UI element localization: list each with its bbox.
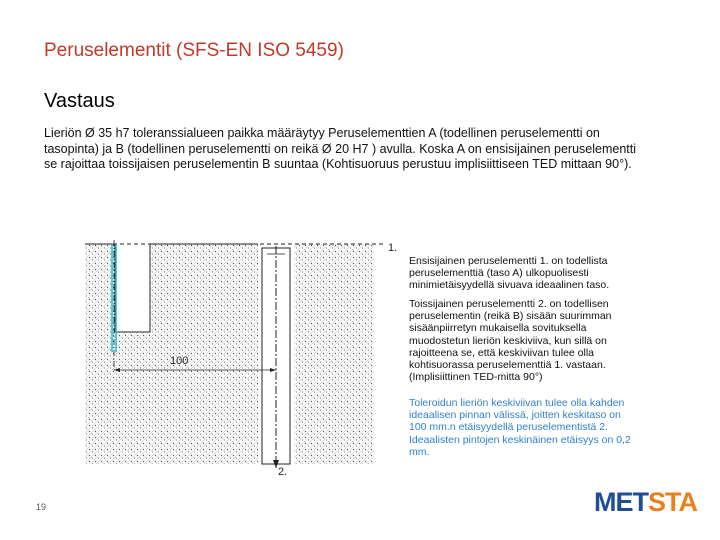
logo-part-2: STA: [648, 487, 697, 517]
slide-title: Peruselementit (SFS-EN ISO 5459): [44, 40, 344, 61]
callout-primary-datum: Ensisijainen peruselementti 1. on todellista peruselementtiä (taso A) ulkopuolisesti minimietäisyydellä sivuava ideaalinen taso.: [409, 255, 610, 292]
datum-diagram: [70, 232, 410, 477]
step-cutout: [116, 244, 149, 331]
part-lower: [85, 332, 258, 464]
logo-part-1: MET: [594, 487, 648, 517]
metsta-logo: [594, 487, 697, 518]
callout-secondary-datum: Toissijainen peruselementti 2. on todellisen peruselementin (reikä B) sisään suurimman sisäänpiirretyn mukaisella sovituksella muodostetun lieriön keskiviiva, kun sillä on rajoitteena se, että keskiviivan tulee olla kohtisuorassa peruselementtiä 1. vastaan. (Implisiittinen TED-mitta 90°): [409, 298, 612, 384]
answer-paragraph: Lieriön Ø 35 h7 toleranssialueen paikka määräytyy Peruselementtien A (todellinen peruselementti on tasopinta) ja B (todellinen peruselementti on reikä Ø 20 H7 ) avulla. Koska A on ensisijainen peruselementti se rajoittaa toissijaisen peruselementin B suuntaa (Kohtisuoruus perustuu implisiittiseen TED mittaan 90°).: [44, 126, 637, 171]
datum-label-2: 2.: [278, 466, 288, 477]
part-right: [294, 244, 374, 464]
slide-heading: Vastaus: [44, 90, 115, 112]
part-right-of-step: [150, 244, 258, 334]
datum-label-1: 1.: [388, 242, 398, 254]
callout-tolerance: Toleroidun lieriön keskiviivan tulee olla kahden ideaalisen pinnan välissä, joitten keskitaso on 100 mm.n etäisyydellä peruselementistä 2. Ideaalisten pintojen keskinäinen etäisyys on 0,2 mm.: [409, 397, 631, 458]
page-number: 19: [36, 502, 47, 512]
dimension-label: 100: [170, 355, 189, 367]
